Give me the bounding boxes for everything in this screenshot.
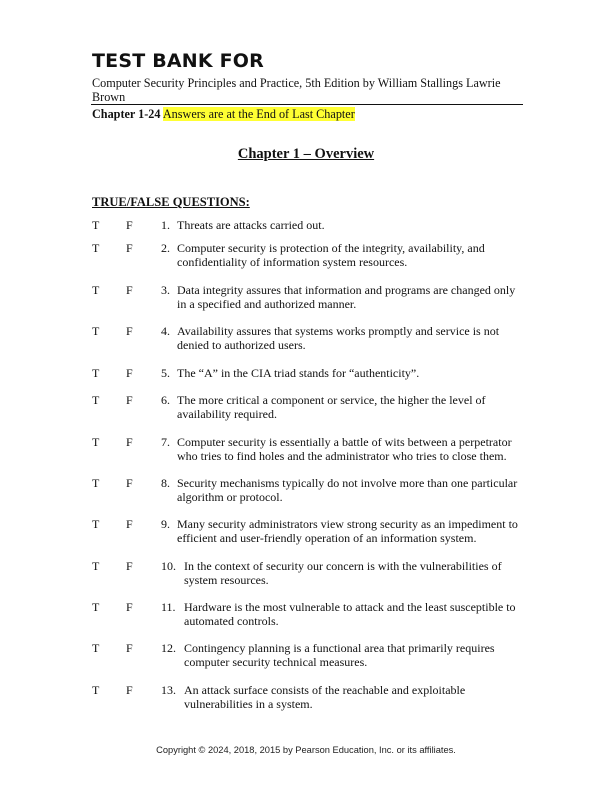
question-text [177, 324, 527, 353]
question-text-line: An attack surface consists of the reachable and exploitable [184, 683, 466, 697]
question-text-line: automated controls. [184, 614, 279, 629]
question-number: 3. [161, 283, 170, 297]
answers-note-highlight: Answers are at the End of Last Chapter [162, 107, 355, 121]
true-option: T [92, 393, 100, 407]
false-option: F [126, 600, 133, 614]
false-option: F [126, 683, 133, 697]
question-number: 5. [161, 366, 170, 380]
question-number: 4. [161, 324, 170, 338]
question-text [184, 641, 534, 670]
false-option: F [126, 366, 133, 380]
chapter-range: Chapter 1-24 [92, 107, 161, 121]
book-subtitle: Computer Security Principles and Practice, 5th Edition by William Stallings Lawrie Brown [92, 76, 501, 104]
true-option: T [92, 600, 100, 614]
question-number: 10. [161, 559, 176, 573]
true-option: T [92, 366, 100, 380]
question-text-line: Contingency planning is a functional area that primarily requires [184, 641, 495, 655]
question-text-line: In the context of security our concern is with the vulnerabilities of [184, 559, 502, 573]
test-bank-banner: TEST BANK FOR [92, 50, 264, 72]
true-option: T [92, 218, 100, 232]
question-text [177, 435, 527, 464]
section-title: TRUE/FALSE QUESTIONS: [92, 195, 250, 209]
false-option: F [126, 641, 133, 655]
question-number: 8. [161, 476, 170, 490]
false-option: F [126, 241, 133, 255]
question-text-line: confidentiality of information system resources. [177, 255, 408, 270]
true-option: T [92, 435, 100, 449]
question-text-line: Data integrity assures that information and programs are changed only [177, 283, 516, 297]
false-option: F [126, 218, 133, 232]
question-text-line: Computer security is essentially a battle of wits between a perpetrator [177, 435, 512, 449]
question-text-line: Computer security is protection of the integrity, availability, and [177, 241, 485, 255]
question-number: 9. [161, 517, 170, 531]
false-option: F [126, 393, 133, 407]
false-option: F [126, 435, 133, 449]
question-number: 13. [161, 683, 176, 697]
question-text [177, 283, 527, 312]
chapter-title-text: Chapter 1 – Overview [237, 146, 375, 162]
question-number: 2. [161, 241, 170, 255]
question-text-line: Many security administrators view strong security as an impediment to [177, 517, 518, 531]
false-option: F [126, 324, 133, 338]
question-text [177, 218, 527, 232]
question-text-line: system resources. [184, 573, 269, 588]
question-text [184, 600, 534, 629]
question-text-line: Hardware is the most vulnerable to attack and the least susceptible to [184, 600, 516, 614]
false-option: F [126, 476, 133, 490]
header-rule [91, 104, 523, 105]
question-text-line: in a specified and authorized manner. [177, 297, 357, 312]
question-number: 12. [161, 641, 176, 655]
question-number: 11. [161, 600, 176, 614]
question-text-line: availability required. [177, 407, 277, 422]
question-text [177, 241, 527, 270]
false-option: F [126, 559, 133, 573]
question-text-line: algorithm or protocol. [177, 490, 283, 505]
true-option: T [92, 283, 100, 297]
question-text-line: efficient and user-friendly operation of an information system. [177, 531, 477, 546]
true-option: T [92, 324, 100, 338]
true-option: T [92, 559, 100, 573]
question-text-line: denied to authorized users. [177, 338, 306, 353]
question-text-line: who tries to find holes and the administrator who tries to close them. [177, 449, 507, 464]
true-option: T [92, 241, 100, 255]
question-text-line: Availability assures that systems works promptly and service is not [177, 324, 500, 338]
question-text-line: Threats are attacks carried out. [177, 218, 325, 232]
question-text [177, 366, 527, 380]
true-option: T [92, 641, 100, 655]
true-option: T [92, 476, 100, 490]
false-option: F [126, 283, 133, 297]
question-number: 1. [161, 218, 170, 232]
chapter-title [0, 146, 612, 163]
question-number: 6. [161, 393, 170, 407]
question-text [177, 517, 527, 546]
question-text [184, 683, 534, 712]
question-text [177, 393, 527, 422]
copyright-footer: Copyright © 2024, 2018, 2015 by Pearson Education, Inc. or its affiliates. [156, 745, 456, 755]
question-text [177, 476, 527, 505]
false-option: F [126, 517, 133, 531]
question-text-line: The “A” in the CIA triad stands for “authenticity”. [177, 366, 420, 380]
true-option: T [92, 517, 100, 531]
question-text-line: Security mechanisms typically do not involve more than one particular [177, 476, 518, 490]
question-text [184, 559, 534, 588]
true-option: T [92, 683, 100, 697]
question-text-line: computer security technical measures. [184, 655, 368, 670]
question-text-line: The more critical a component or service, the higher the level of [177, 393, 486, 407]
chapter-range-line [92, 107, 355, 121]
question-number: 7. [161, 435, 170, 449]
question-text-line: vulnerabilities in a system. [184, 697, 313, 712]
